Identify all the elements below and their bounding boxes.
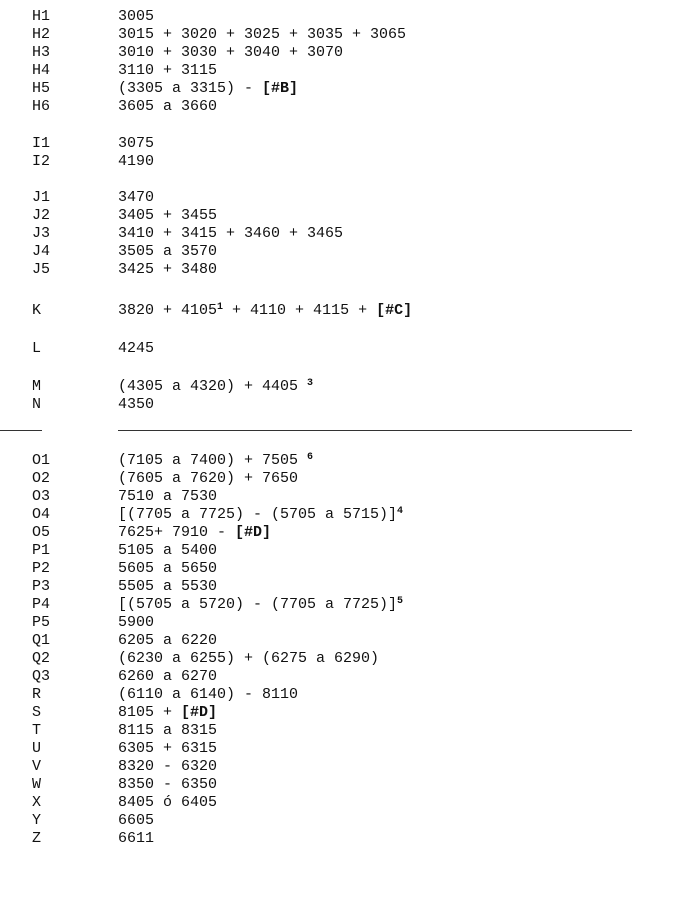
formula-text: 3075 (118, 135, 155, 152)
formula-text: 5900 (118, 614, 155, 631)
row-code: H3 (32, 44, 51, 61)
formula-text: 3010 + 3030 + 3040 + 3070 (118, 44, 344, 61)
row-formula (118, 452, 313, 470)
formula-text: [(7705 a 7725) - (5705 a 5715)] (118, 506, 398, 523)
formula-text-continued: + 4110 + 4115 + (223, 302, 377, 319)
row-code: O4 (32, 506, 51, 523)
formula-text: [(5705 a 5720) - (7705 a 7725)] (118, 596, 398, 613)
formula-text: 3405 + 3455 (118, 207, 218, 224)
row-formula (118, 794, 217, 812)
formula-text: 5605 a 5650 (118, 560, 218, 577)
formula-text: 4245 (118, 340, 155, 357)
formula-text: 6305 + 6315 (118, 740, 218, 757)
row-code: O1 (32, 452, 51, 469)
formula-text: 7510 a 7530 (118, 488, 218, 505)
row-formula (118, 135, 154, 153)
row-formula (118, 225, 343, 243)
row-formula (118, 378, 313, 396)
row-code: H1 (32, 8, 51, 25)
row-code: X (32, 794, 42, 811)
formula-text: 3410 + 3415 + 3460 + 3465 (118, 225, 344, 242)
row-formula (118, 207, 217, 225)
formula-text: (7105 a 7400) + 7505 (118, 452, 308, 469)
row-code: J1 (32, 189, 51, 206)
formula-text: 8405 ó 6405 (118, 794, 218, 811)
row-code: M (32, 378, 42, 395)
row-code: T (32, 722, 42, 739)
row-code: I2 (32, 153, 51, 170)
reference-tag: [#D] (235, 524, 272, 541)
row-code: Y (32, 812, 42, 829)
row-formula (118, 650, 379, 668)
row-code: S (32, 704, 42, 721)
row-formula (118, 722, 217, 740)
formula-text: 8320 - 6320 (118, 758, 218, 775)
row-code: J2 (32, 207, 51, 224)
row-code: J5 (32, 261, 51, 278)
formula-text: 6605 (118, 812, 155, 829)
formula-text: (6230 a 6255) + (6275 a 6290) (118, 650, 380, 667)
row-formula (118, 740, 217, 758)
row-code: H5 (32, 80, 51, 97)
row-formula (118, 44, 343, 62)
row-code: R (32, 686, 42, 703)
reference-tag: [#C] (376, 302, 413, 319)
row-formula (118, 26, 406, 44)
row-formula (118, 62, 217, 80)
formula-text: 3015 + 3020 + 3025 + 3035 + 3065 (118, 26, 407, 43)
formula-text: 3005 (118, 8, 155, 25)
reference-tag: [#D] (181, 704, 218, 721)
formula-text: 5505 a 5530 (118, 578, 218, 595)
row-code: P2 (32, 560, 51, 577)
row-formula (118, 153, 154, 171)
row-code: N (32, 396, 42, 413)
row-formula (118, 542, 217, 560)
row-formula (118, 243, 217, 261)
row-formula (118, 812, 154, 830)
row-formula (118, 506, 403, 524)
row-code: H4 (32, 62, 51, 79)
row-formula (118, 8, 154, 26)
formula-text: 3470 (118, 189, 155, 206)
row-formula (118, 396, 154, 414)
row-formula (118, 560, 217, 578)
formula-text: 6205 a 6220 (118, 632, 218, 649)
row-formula (118, 80, 298, 98)
row-code: P4 (32, 596, 51, 613)
footnote-marker: 1 (217, 302, 224, 313)
formula-text: 3605 a 3660 (118, 98, 218, 115)
row-code: Q3 (32, 668, 51, 685)
row-code: Q1 (32, 632, 51, 649)
row-code: O2 (32, 470, 51, 487)
formula-text: 3425 + 3480 (118, 261, 218, 278)
row-code: Z (32, 830, 42, 847)
row-code: U (32, 740, 42, 757)
row-formula (118, 758, 217, 776)
row-code: H6 (32, 98, 51, 115)
footnote-marker: 4 (397, 506, 404, 517)
formula-text: (4305 a 4320) + 4405 (118, 378, 308, 395)
footnote-marker: 3 (307, 378, 314, 389)
formula-text: 6611 (118, 830, 155, 847)
formula-text: 3505 a 3570 (118, 243, 218, 260)
row-formula (118, 470, 298, 488)
row-formula (118, 302, 412, 320)
row-code: V (32, 758, 42, 775)
row-code: P5 (32, 614, 51, 631)
footnote-marker: 5 (397, 596, 404, 607)
row-code: J4 (32, 243, 51, 260)
separator-long (118, 430, 632, 431)
formula-text: 8350 - 6350 (118, 776, 218, 793)
row-code: L (32, 340, 42, 357)
formula-text: (6110 a 6140) - 8110 (118, 686, 299, 703)
row-formula (118, 189, 154, 207)
formula-text: 5105 a 5400 (118, 542, 218, 559)
row-code: O5 (32, 524, 51, 541)
row-formula (118, 632, 217, 650)
formula-text: 3110 + 3115 (118, 62, 218, 79)
row-formula (118, 488, 217, 506)
formula-text: 4350 (118, 396, 155, 413)
row-code: W (32, 776, 42, 793)
row-formula (118, 524, 271, 542)
row-formula (118, 98, 217, 116)
row-code: O3 (32, 488, 51, 505)
formula-text: 8115 a 8315 (118, 722, 218, 739)
row-code: I1 (32, 135, 51, 152)
row-formula (118, 776, 217, 794)
formula-text: 4190 (118, 153, 155, 170)
row-formula (118, 614, 154, 632)
row-formula (118, 340, 154, 358)
row-code: H2 (32, 26, 51, 43)
footnote-marker: 6 (307, 452, 314, 463)
formula-text: 3820 + 4105 (118, 302, 218, 319)
row-code: J3 (32, 225, 51, 242)
formula-text: (3305 a 3315) - (118, 80, 263, 97)
row-formula (118, 830, 154, 848)
row-code: Q2 (32, 650, 51, 667)
reference-tag: [#B] (262, 80, 299, 97)
row-formula (118, 668, 217, 686)
formula-text: (7605 a 7620) + 7650 (118, 470, 299, 487)
formula-text: 8105 + (118, 704, 182, 721)
formula-text: 7625+ 7910 - (118, 524, 236, 541)
row-formula (118, 261, 217, 279)
formula-text: 6260 a 6270 (118, 668, 218, 685)
row-code: P1 (32, 542, 51, 559)
row-formula (118, 704, 217, 722)
row-formula (118, 578, 217, 596)
row-formula (118, 686, 298, 704)
row-formula (118, 596, 403, 614)
row-code: P3 (32, 578, 51, 595)
row-code: K (32, 302, 42, 319)
separator-short (0, 430, 42, 431)
